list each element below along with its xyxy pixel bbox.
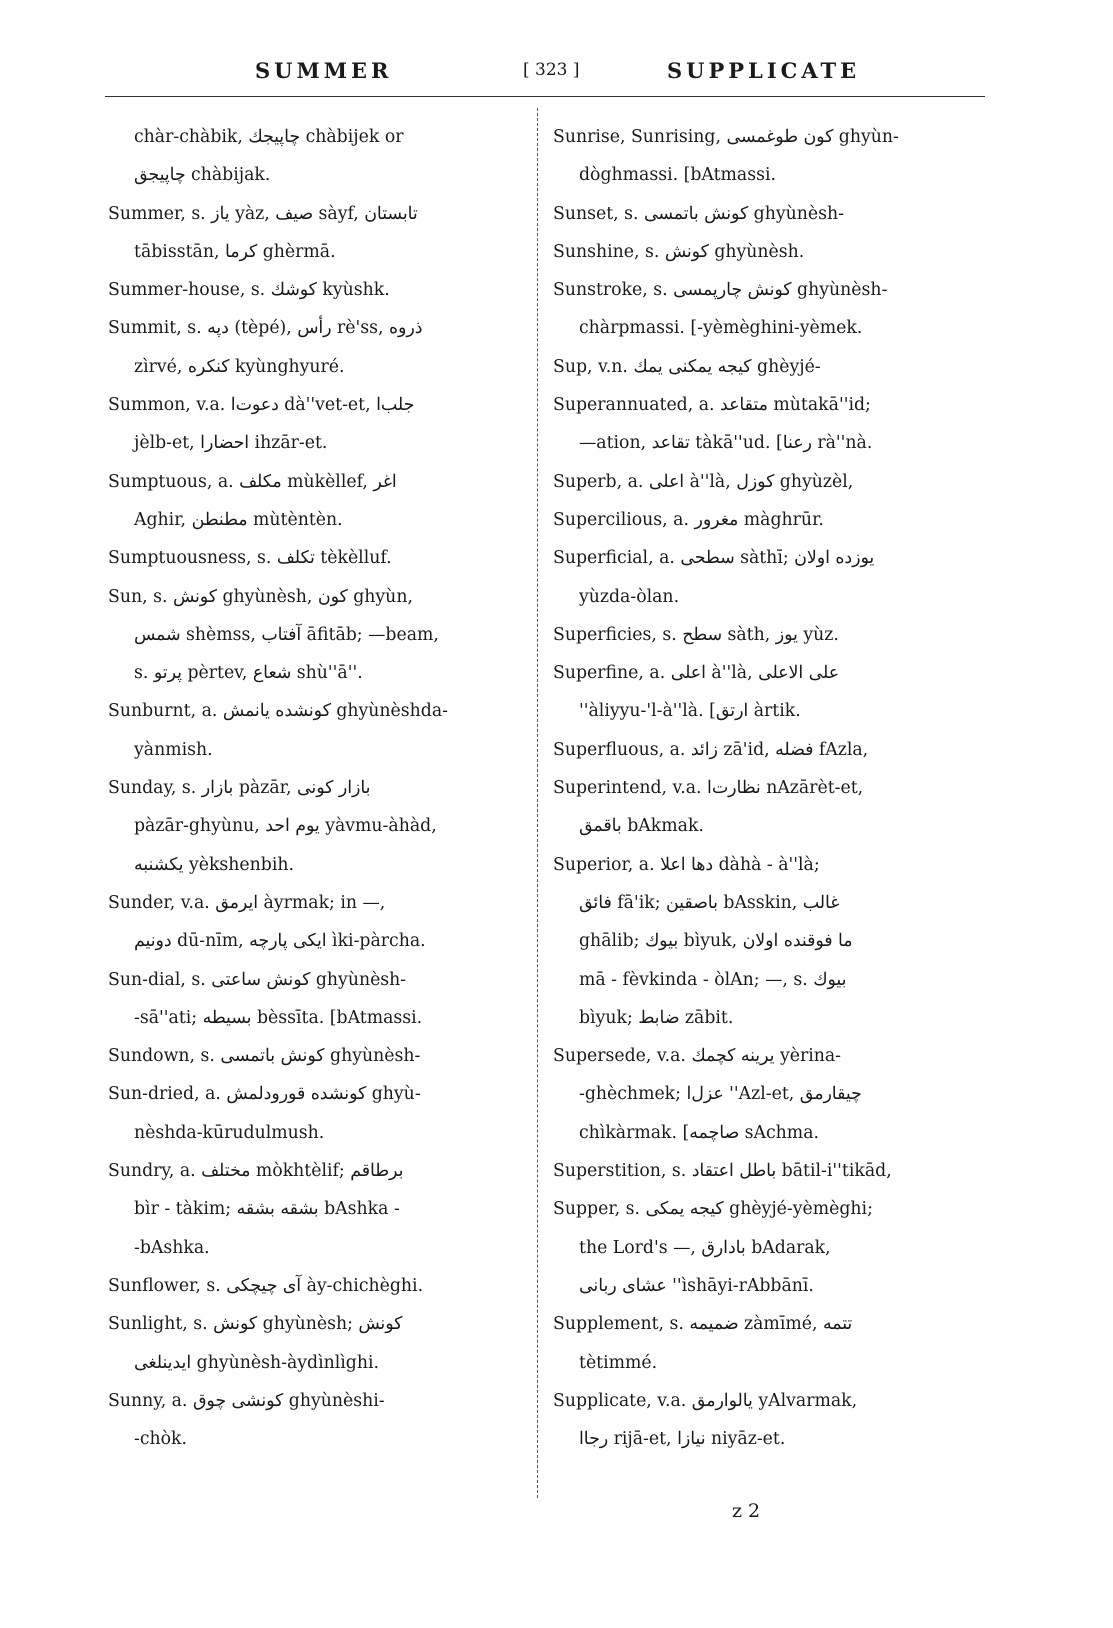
- entry-line: Sunstroke, s. کونش چارپمسی ghyùnèsh-: [553, 280, 888, 301]
- entry-line: Sunlight, s. کونش ghyùnèsh; کونش: [108, 1314, 403, 1335]
- entry-line: bìyuk; ضابط zābit.: [579, 1007, 734, 1028]
- entry-line: Sunder, v.a. ایرمق àyrmak; in —,: [108, 892, 386, 913]
- entry-line: Sun-dried, a. کونشده قورودلمش ghyù-: [108, 1084, 421, 1105]
- entry-line: Superior, a. دها اعلا dàhà - à''là;: [553, 854, 820, 875]
- headword-right: SUPPLICATE: [667, 58, 861, 83]
- header-rule: [105, 96, 985, 97]
- entry-line: Summer-house, s. کوشك kyùshk.: [108, 280, 390, 301]
- entry-line: Supper, s. کیجه یمکی ghèyjé-yèmèghi;: [553, 1199, 873, 1220]
- entry-line: Superfluous, a. زائد zā'id, فضله fAzla,: [553, 739, 869, 760]
- entry-line: chàrpmassi. [-yèmèghini-yèmek.: [579, 318, 863, 339]
- entry-line: Sunrise, Sunrising, کون طوغمسی ghyùn-: [553, 127, 899, 147]
- entry-line: dòghmassi. [bAtmassi.: [579, 165, 776, 186]
- entry-line: رجاا rijā-et, نیازا niyāz-et.: [579, 1429, 786, 1450]
- entry-line: Sunset, s. کونش باتمسی ghyùnèsh-: [553, 203, 844, 224]
- entry-line: Superfine, a. اعلی à''là, علی الاعلی: [553, 663, 840, 684]
- entry-line: Sup, v.n. کیجه یمکنی یمك ghèyjé-: [553, 356, 821, 377]
- entry-line: pàzār-ghyùnu, یوم احد yàvmu-àhàd,: [134, 816, 437, 837]
- entry-line: bìr - tàkim; بشقه بشقه bAshka -: [134, 1199, 400, 1220]
- entry-line: -ghèchmek; عزل‌ا ''Azl-et, چیقارمق: [579, 1084, 862, 1105]
- entry-line: Sundown, s. کونش باتمسی ghyùnèsh-: [108, 1046, 421, 1067]
- entry-line: Supercilious, a. مغرور màghrūr.: [553, 509, 824, 530]
- entry-line: Sun-dial, s. کونش ساعتی ghyùnèsh-: [108, 969, 407, 990]
- entry-line: Sundry, a. مختلف mòkhtèlif; برطاقم: [108, 1161, 404, 1182]
- entry-line: -sā''ati; بسیطه bèssīta. [bAtmassi.: [134, 1007, 423, 1028]
- entry-line: Superficial, a. سطحی sàthī; یوزده اولان: [553, 548, 875, 569]
- entry-line: Sunshine, s. کونش ghyùnèsh.: [553, 241, 805, 262]
- entry-line: tètimmé.: [579, 1352, 658, 1373]
- entry-line: zìrvé, کنکره kyùnghyuré.: [134, 356, 345, 377]
- entry-line: شمس shèmss, آفتاب āfitāb; —beam,: [134, 624, 439, 645]
- entry-line: ghālib; بیوك bìyuk, ما فوقنده اولان: [579, 931, 853, 952]
- left-column: [108, 118, 528, 1568]
- entry-line: ایدینلغی ghyùnèsh-àydìnlìghi.: [134, 1352, 379, 1373]
- entry-line: the Lord's —, بادارق bAdarak,: [579, 1237, 831, 1258]
- entry-line: yànmish.: [134, 739, 213, 760]
- headword-left: SUMMER: [255, 58, 393, 83]
- entry-line: Aghir, مطنطن mùtèntèn.: [134, 509, 343, 530]
- entry-line: Superintend, v.a. نظارت‌ا nAzārèt-et,: [553, 778, 864, 799]
- entry-line: —ation, تقاعد tàkā''ud. [رعنا rà''nà.: [579, 433, 873, 454]
- entry-line: jèlb-et, احضارا ihzār-et.: [134, 433, 328, 454]
- entry-line: Superficies, s. سطح sàth, یوز yùz.: [553, 624, 839, 645]
- entry-line: Summon, v.a. دعوت‌ا dà''vet-et, جلب‌ا: [108, 395, 415, 416]
- entry-line: nèshda-kūrudulmush.: [134, 1122, 325, 1143]
- entry-line: Sunflower, s. آی چیچکی ày-chichèghi.: [108, 1275, 424, 1296]
- entry-line: -chòk.: [134, 1429, 188, 1450]
- entry-line: chàr-chàbik, چاپیجك chàbijek or: [134, 127, 404, 147]
- entry-line: chìkàrmak. [صاچمه sAchma.: [579, 1122, 819, 1143]
- entry-line: -bAshka.: [134, 1237, 210, 1258]
- entry-line: Supplicate, v.a. یالوارمق yAlvarmak,: [553, 1390, 858, 1411]
- page-number: [ 323 ]: [523, 60, 580, 80]
- entry-line: Sumptuousness, s. تکلف tèkèlluf.: [108, 548, 392, 569]
- entry-line: Sunburnt, a. کونشده یانمش ghyùnèshda-: [108, 701, 448, 722]
- entry-line: Superstition, s. باطل اعتقاد bātil-i''tikād,: [553, 1161, 892, 1182]
- entry-line: دونیم dū-nīm, ایکی پارچه ìki-pàrcha.: [134, 931, 426, 952]
- signature-mark: z 2: [732, 1500, 761, 1522]
- entry-line: Summit, s. دپه (tèpé), رأس rè'ss, ذروه: [108, 318, 423, 339]
- entry-line: Summer, s. یاز yàz, صیف sàyf, تابستان: [108, 203, 418, 224]
- entry-line: s. پرتو pèrtev, شعاع shù''ā''.: [134, 663, 363, 684]
- entry-line: mā - fèvkinda - òlAn; —, s. بیوك: [579, 969, 847, 990]
- entry-line: یکشنبه yèkshenbih.: [134, 854, 294, 875]
- entry-line: Sumptuous, a. مکلف mùkèllef, اغر: [108, 471, 397, 492]
- entry-line: tābisstān, کرما ghèrmā.: [134, 241, 336, 262]
- entry-line: Sunny, a. کونشی چوق ghyùnèshi-: [108, 1390, 385, 1411]
- entry-line: Supersede, v.a. یرینه کچمك yèrina-: [553, 1046, 842, 1067]
- entry-line: چاپیجق chàbijak.: [134, 165, 271, 186]
- right-column: [553, 118, 958, 1568]
- entry-line: ''àliyyu-'l-à''là. [ارتق àrtik.: [579, 701, 801, 722]
- entry-line: باقمق bAkmak.: [579, 816, 704, 837]
- running-head: [105, 58, 985, 88]
- entry-line: Sun, s. کونش ghyùnèsh, کون ghyùn,: [108, 586, 413, 607]
- entry-line: عشای ربانی ''ìshāyi-rAbbānī.: [579, 1275, 814, 1296]
- entry-line: فائق fā'ik; باصقین bAsskin, غالب: [579, 892, 840, 913]
- entry-line: yùzda-òlan.: [579, 586, 680, 607]
- entry-line: Superb, a. اعلی à''là, کوزل ghyùzèl,: [553, 471, 854, 492]
- column-divider: [537, 108, 538, 1498]
- entry-line: Sunday, s. بازار pàzār, بازار کونی: [108, 778, 371, 799]
- entry-line: Supplement, s. ضمیمه zàmīmé, تتمه: [553, 1314, 853, 1335]
- entry-line: Superannuated, a. متقاعد mùtakā''id;: [553, 395, 871, 416]
